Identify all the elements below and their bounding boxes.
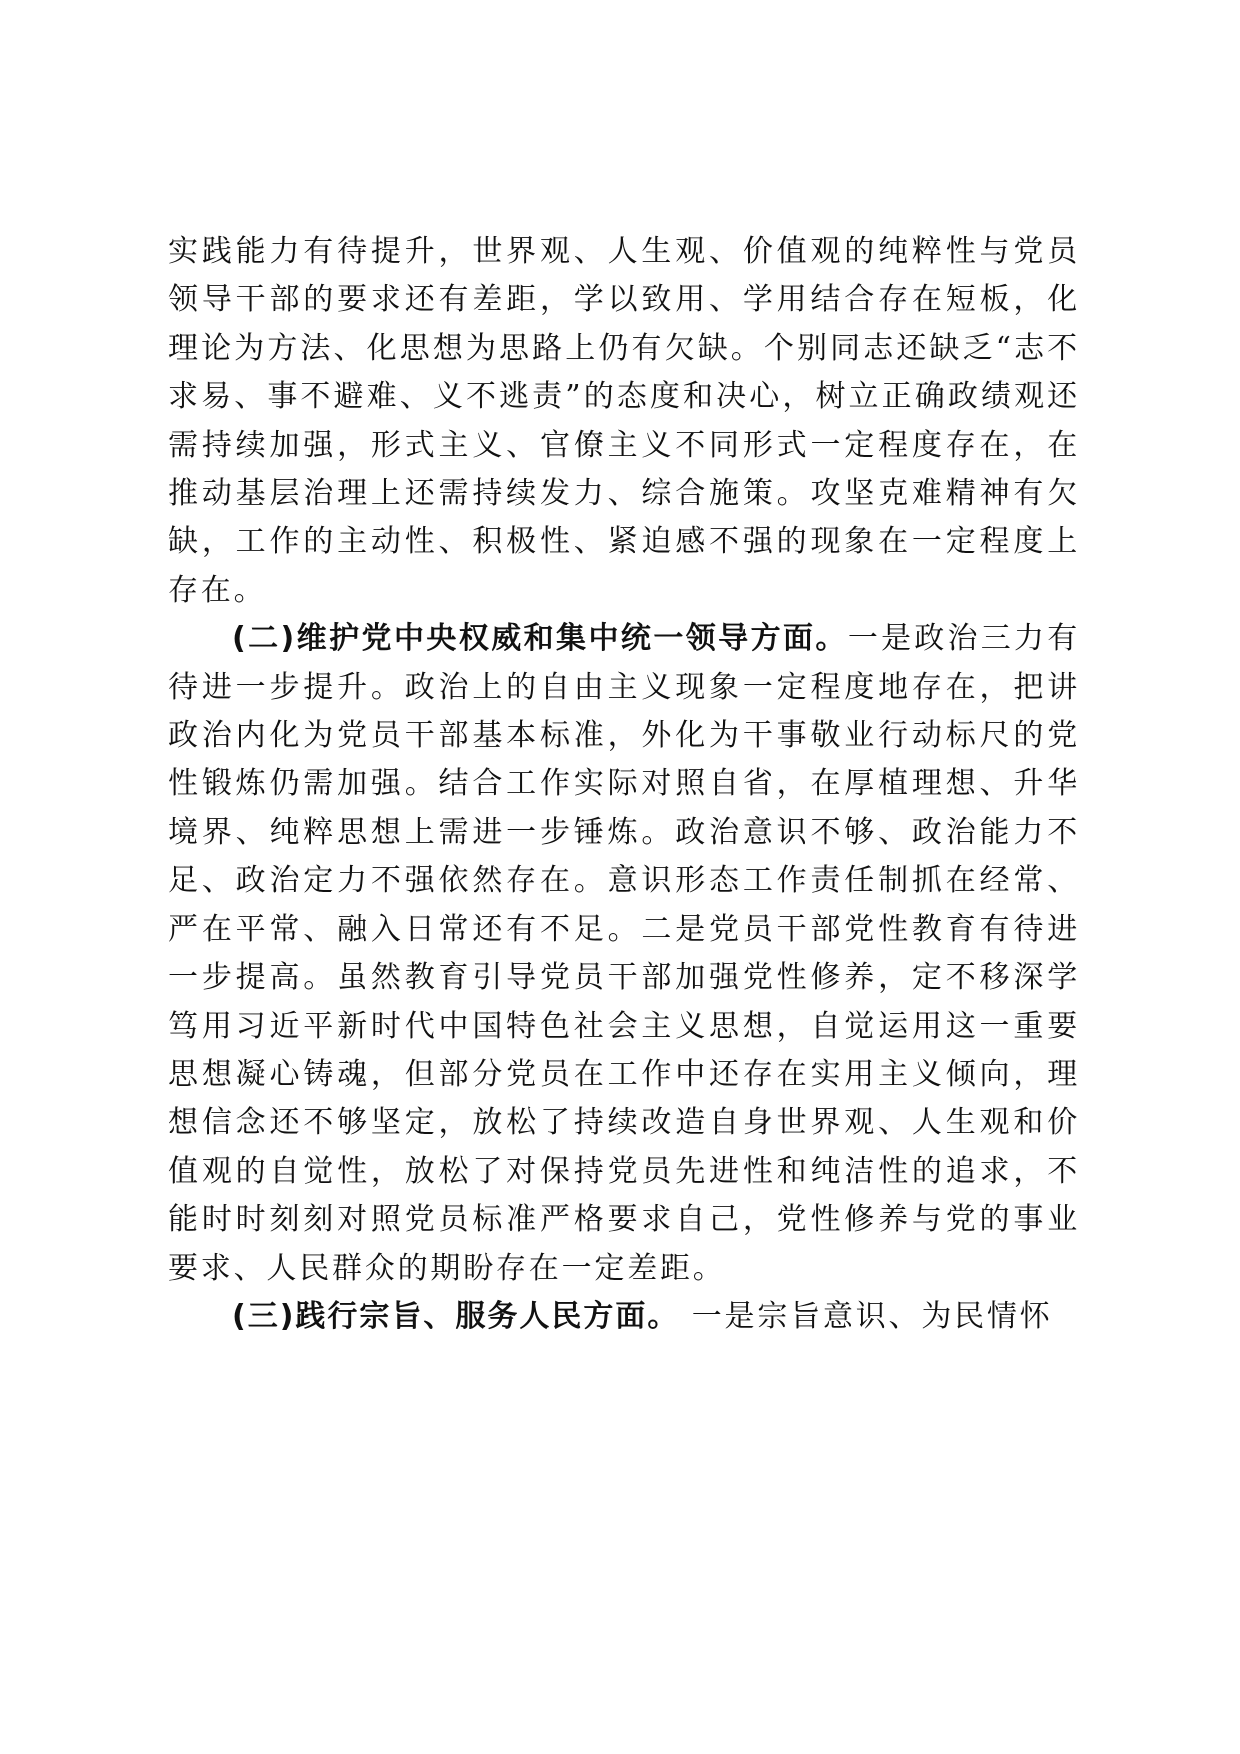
paragraph-section-2	[168, 615, 1080, 1293]
paragraph-section-3	[168, 1293, 1080, 1341]
paragraph-continuation	[168, 228, 1080, 615]
paragraph-text: 实践能力有待提升，世界观、人生观、价值观的纯粹性与党员领导干部的要求还有差距，学以致用、学用结合存在短板，化理论为方法、化思想为思路上仍有欠缺。个别同志还缺乏“志不求易、事不避难、义不逃责”的态度和决心，树立正确政绩观还需持续加强，形式主义、官僚主义不同形式一定程度存在，在推动基层治理上还需持续发力、综合施策。攻坚克难精神有欠缺，工作的主动性、积极性、紧迫感不强的现象在一定程度上存在。	[168, 234, 1080, 608]
paragraph-text: 一是政治三力有待进一步提升。政治上的自由主义现象一定程度地存在，把讲政治内化为党员干部基本标准，外化为干事敬业行动标尺的党性锻炼仍需加强。结合工作实际对照自省，在厚植理想、升华境界、纯粹思想上需进一步锤炼。政治意识不够、政治能力不足、政治定力不强依然存在。意识形态工作责任制抓在经常、严在平常、融入日常还有不足。二是党员干部党性教育有待进一步提高。虽然教育引导党员干部加强党性修养，定不移深学笃用习近平新时代中国特色社会主义思想，自觉运用这一重要思想凝心铸魂，但部分党员在工作中还存在实用主义倾向，理想信念还不够坚定，放松了持续改造自身世界观、人生观和价值观的自觉性，放松了对保持党员先进性和纯洁性的追求，不能时时刻刻对照党员标准严格要求自己，党性修养与党的事业要求、人民群众的期盼存在一定差距。	[168, 621, 1080, 1286]
paragraph-text: 一是宗旨意识、为民情怀	[679, 1298, 1053, 1334]
document-body	[168, 228, 1080, 1341]
section-heading: (二)维护党中央权威和集中统一领导方面。	[232, 621, 848, 657]
section-heading: (三)践行宗旨、服务人民方面。	[232, 1298, 680, 1334]
